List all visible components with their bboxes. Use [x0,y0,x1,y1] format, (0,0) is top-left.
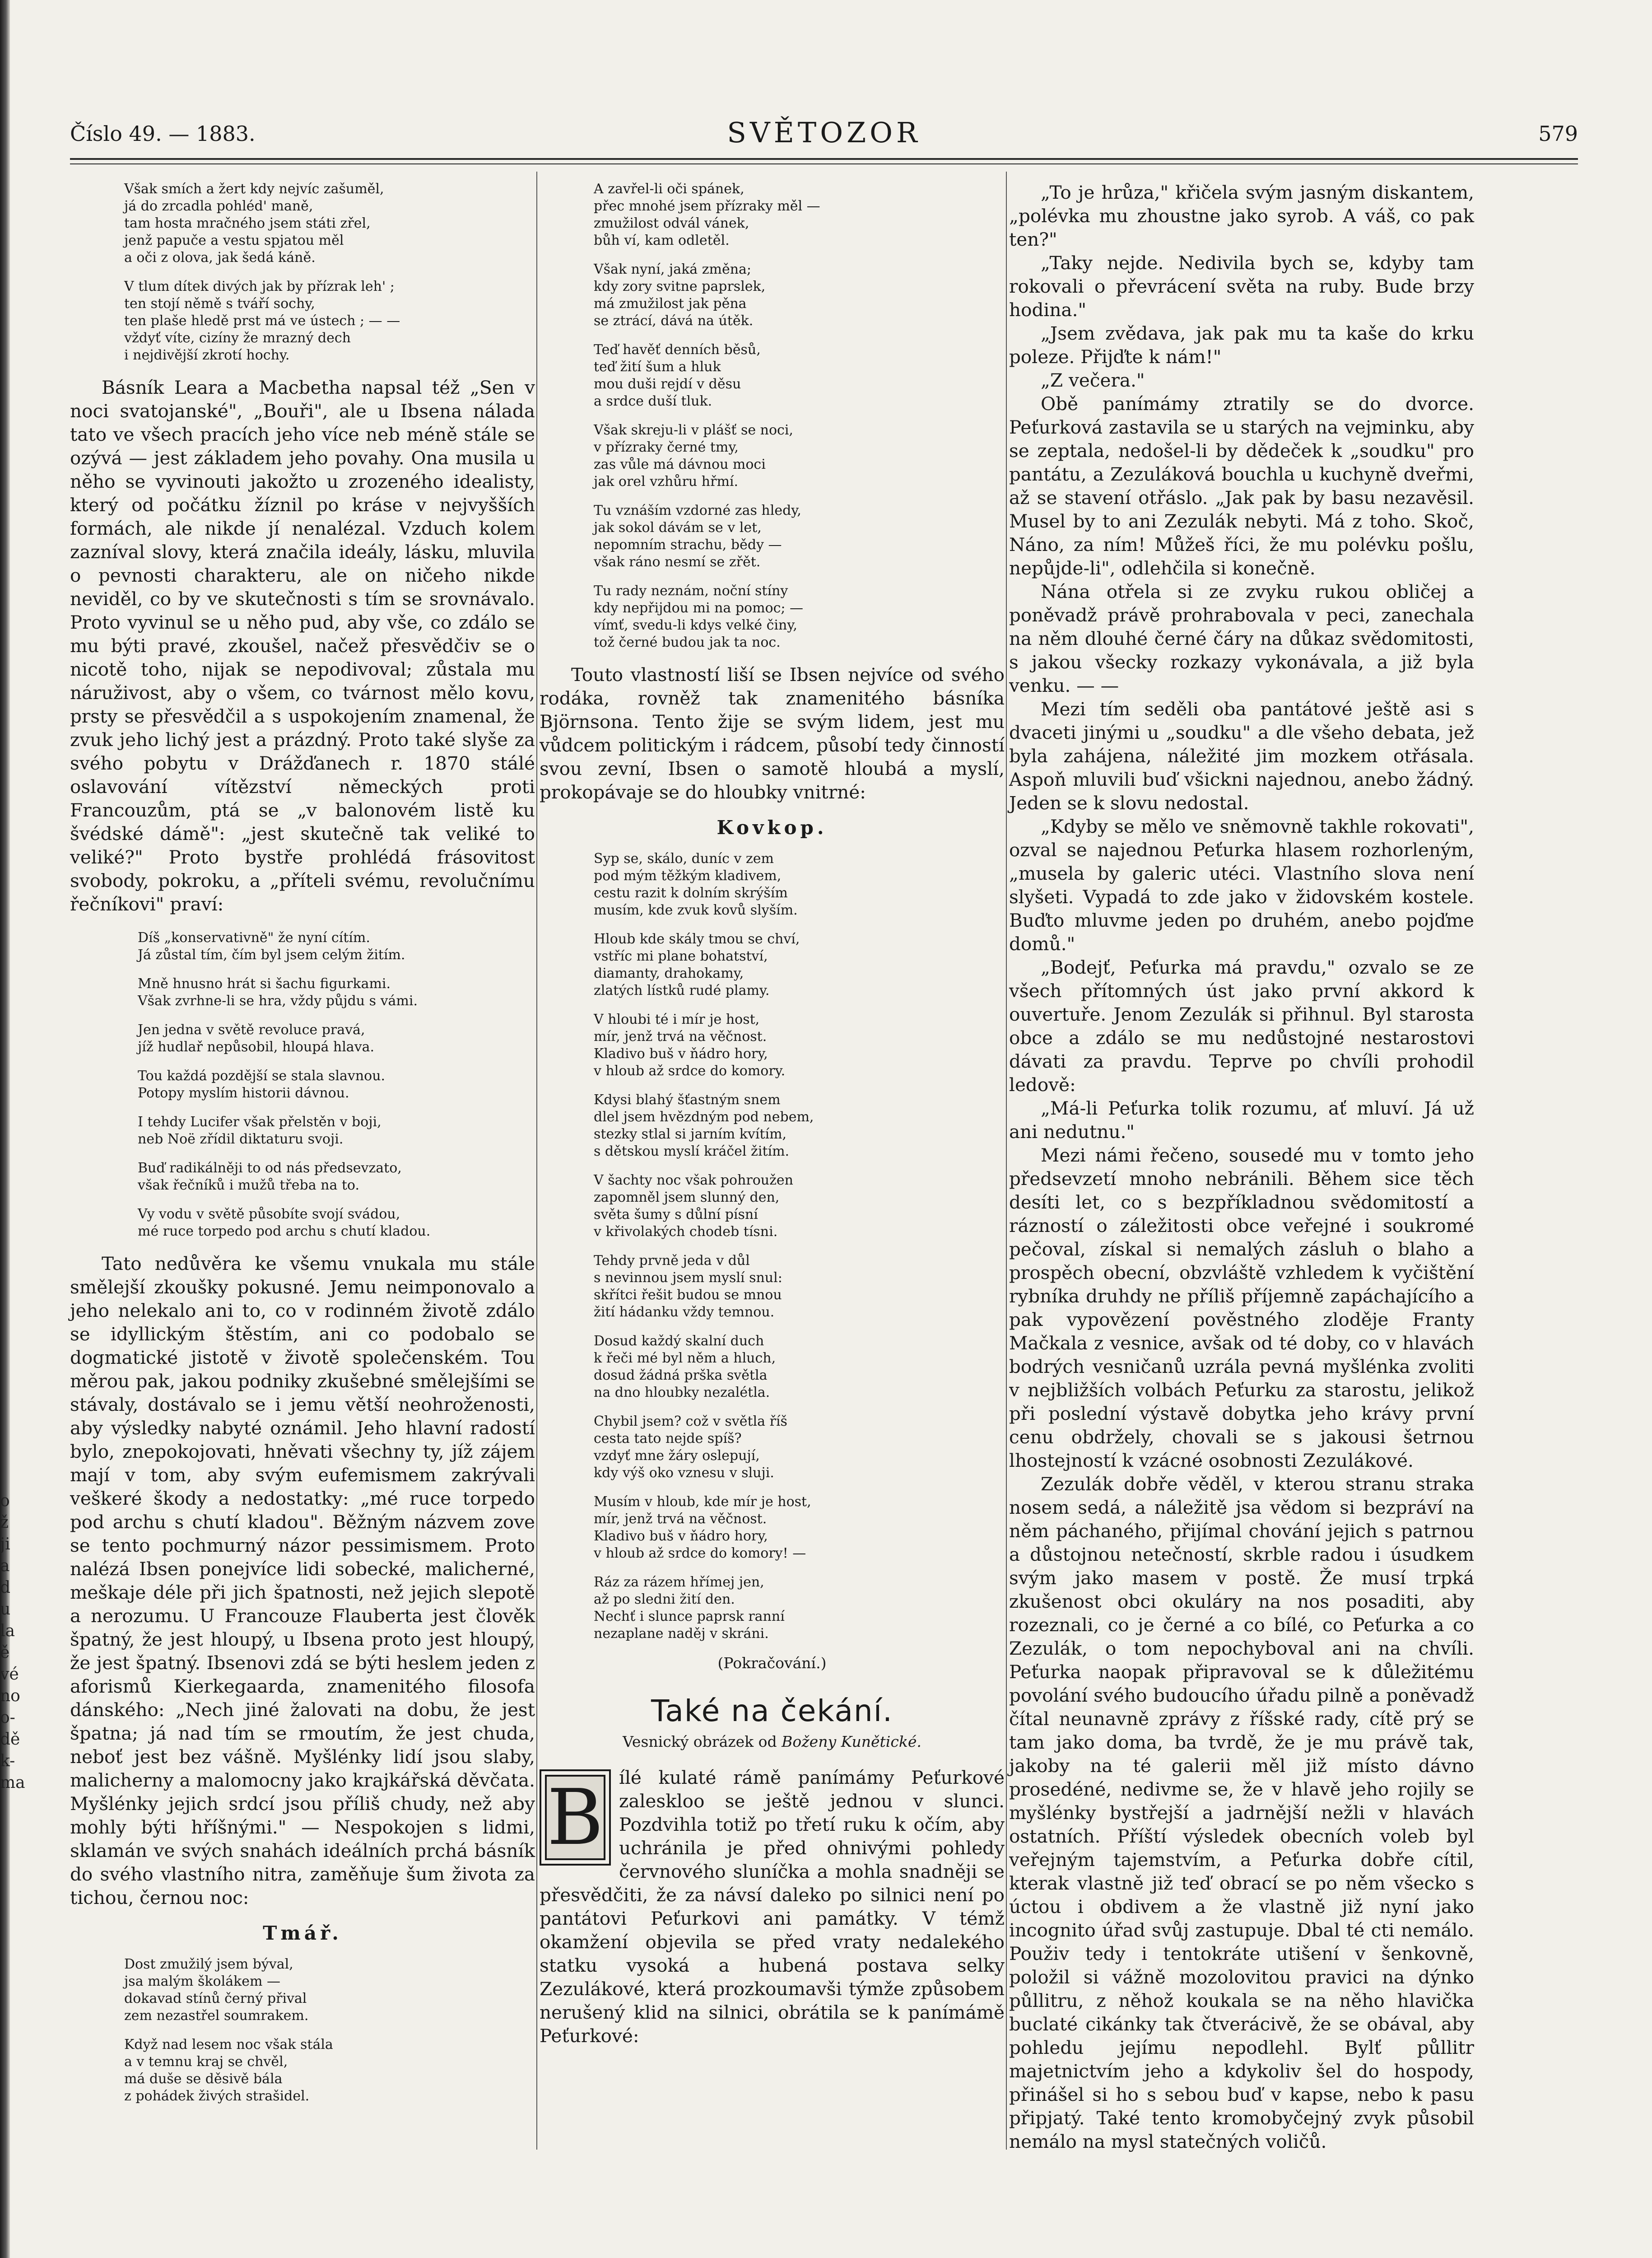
poem-stanza: Tu rady neznám, noční stíny kdy nepřijdou mi na pomoc; — vímť, svedu-li kdys velké činy, tož černé budou jak ta noc. [594,583,804,650]
page-header [70,115,1578,151]
poem-stanza: Však nyní, jaká změna; kdy zory svitne paprslek, má zmužilost jak pěna se ztrácí, dává na útěk. [594,261,766,329]
body-paragraph: Mezi tím seděli oba pantátové ještě asi s dvaceti jinými u „soudku" a dle všeho debata, jež byla zahájena, náležité jim mozkem otřásala. Aspoň mluvili buď všickni najednou, anebo žádný. Jeden se k slovu nedostal. [1009,698,1474,814]
story-author: Boženy Kunětické. [782,1733,921,1750]
column-1 [70,181,535,2117]
gutter-fragment: la [0,1622,15,1640]
journal-title: SVĚTOZOR [727,116,921,149]
poem-stanza: Dost zmužilý jsem býval, jsa malým školákem — dokavad stínů černý přival zem nezastřel soumrakem. [124,1956,309,2024]
poem-stanza: A zavřel-li oči spánek, přec mnohé jsem přízraky měl — zmužilost odvál vánek, bůh ví, kam odletěl. [594,181,820,248]
body-paragraph: Mezi námi řečeno, sousedé mu v tomto jeho předsevzetí mnoho nebránili. Během sice těch desíti let, co s bezpříkladnou svědomitostí a rázností o záležitosti obce veřejné i soukromé pečoval, získal si nemalých zásluh o blaho a prospěch obecní, obzvláště vzhledem k vyčištění rybníka druhdy ne příliš příjemně zapáchajícího a pak vypovězení pověstného zloděje Franty Mačkala z vesnice, avšak od té doby, co v hlavách bodrých vesničanů uzrála pevná myšlénka zvoliti v nejbližších volbách Peťurku za starostu, jelikož při poslední výstavě dobytka jeho krávy první cenu obdržely, chovali se s jakousi šetrnou lhostejností k vzácné osobnosti Zezulákové. [1009,1144,1474,1471]
poem-stanza: Syp se, skálo, duníc v zem pod mým těžkým kladivem, cestu razit k dolním skrýším musím, kde zvuk kovů slyším. [594,851,798,918]
body-paragraph: „Kdyby se mělo ve sněmovně takhle rokovati", ozval se najednou Peťurka hlasem rozhorleným, „musela by galeric utéci. Vlastního slova není slyšeti. Vypadá to zde jako v židovském kostele. Buďto mluvme jeden po druhém, anebo pojďme domů." [1009,816,1474,955]
gutter-fragment: vé [0,1665,19,1684]
poem-title: Kovkop. [717,816,828,839]
body-paragraph: Touto vlastností liší se Ibsen nejvíce od svého rodáka, rovněž tak znamenitého básníka Björnsona. Tento žije se svým lidem, jest mu vůdcem politickým i rádcem, působí tedy činností svou zevní, Ibsen o samotě hloubá a myslí, prokopávaje se do hloubky vnitrné: [540,664,1005,803]
poem-stanza: Vy vodu v světě působíte svojí svádou, mé ruce torpedo pod archu s chutí kladou. [138,1206,431,1239]
poem-stanza: I tehdy Lucifer však přelstěn v boji, neb Noë zřídil diktaturu svoji. [138,1114,382,1147]
poem-stanza: Buď radikálněji to od nás předsevzato, však řečníků i mužů třeba na to. [138,1160,402,1193]
poem-stanza: Však skreju-li v plášť se noci, v přízraky černé tmy, zas vůle má dávnou moci jak orel vzhůru hřmí. [594,422,793,490]
poem-stanza: Když nad lesem noc však stála a v temnu kraj se chvěl, má duše se děsivě bála z pohádek živých strašidel. [124,2037,333,2104]
column-divider [536,172,537,2150]
poem-stanza: Dosud každý skalní duch k řeči mé byl něm a hluch, dosud žádná prška světla na dno hloubky nezalétla. [594,1333,776,1400]
poem-stanza: Díš „konservativně" že nyní cítím. Já zůstal tím, čím byl jsem celým žitím. [138,930,405,963]
poem-stanza: Tou každá pozdější se stala slavnou. Potopy myslím historii dávnou. [138,1068,386,1101]
poem-stanza: V tlum dítek divých jak by přízrak leh' ; ten stojí němě s tváří sochy, ten plaše hledě prst má ve ústech ; — — vždyť víte, cizíny že mrazný dech i nejdivější zkrotí hochy. [124,279,400,363]
poem-stanza: Chybil jsem? což v světla říš cesta tato nejde spíš? vzdyť mne žáry oslepují, kdy výš oko vznesu v sluji. [594,1414,787,1481]
body-paragraph: Básník Leara a Macbetha napsal též „Sen v noci svatojanské", „Bouři", ale u Ibsena nálada tato ve všech pracích jeho více neb méně stále se ozývá — jest základem jeho povahy. Ona musila u něho se vyvinouti jakožto u zrozeného idealisty, který od počátku žíznil po kráse v nejvyšších formách, ale nikde jí nenalézal. Vzduch kolem zazníval slovy, která značila ideály, lásku, mluvila o pevnosti charakteru, ale on ničeho nikde neviděl, co by ve skutečnosti s tím se srovnávalo. Proto vyvinul se u něho pud, aby vše, co zdálo se mu býti pravé, zkoušel, načež přesvědčiv se o nicotě toho, nijak se nepodivoval; zůstala mu náruživost, aby o všem, co tvárnost mělo kovu, prsty se přesvědčil a s uspokojením znamenal, že zvuk jeho lichý jest a prázdný. Proto také slyše za svého pobytu v Drážďanech r. 1870 stálé oslavování vítězství německých proti Francouzům, ptá se „v balonovém listě ku švédské dámě": „jest skutečně tak veliké to veliké?" Proto bystře prohlédá frásovitost svobody, pokroku, a „příteli svému, revolučnímu řečníkovi" praví: [70,377,535,915]
poem-stanza: Tehdy prvně jeda v důl s nevinnou jsem myslí snul: skřítci řešit budou se mnou žití hádanku vždy temnou. [594,1253,782,1320]
body-paragraph: „Bodejť, Peťurka má pravdu," ozvalo se ze všech přítomných úst jako první akkord k ouvertuře. Jenom Zezulák si přihnul. Byl starosta obce a zdálo se mu nedůstojné nestarostovi dávati za pravdu. Teprve po chvíli prohodil ledově: [1009,956,1474,1096]
poem-stanza: Hloub kde skály tmou se chví, vstříc mi plane bohatství, diamanty, drahokamy, zlatých lístků rudé plamy. [594,931,800,998]
header-rule-thin [70,163,1578,164]
body-paragraph: „To je hrůza," křičela svým jasným diskantem, „polévka mu zhoustne jako syrob. A váš, co pak ten?" [1009,182,1474,250]
body-paragraph: Tato nedůvěra ke všemu vnukala mu stále smělejší zkoušky pokusné. Jemu neimponovalo a jeho nelekalo ani to, co v rodinném životě zdálo se idyllickým štěstím, ani co podobalo se dogmatické jistotě v životě společenském. Tou měrou pak, jakou podniky zkušebné smělejšími se stávaly, dostávalo se i jemu větší neohroženosti, aby výsledky nabyté oznámil. Jeho hlavní radostí bylo, znepokojovati, hněvati všechny ty, jíž zájem mají v tom, aby svým eufemismem zakrývali veškeré škody a nedostatky: „mé ruce torpedo pod archu s chutí kladou". Běžným názvem zove se tento pochmurný názor pessimismem. Proto nalézá Ibsen ponejvíce lidi sobecké, malicherné, meškaje déle při jich špatnosti, než jejich slepotě a nerozumu. U Francouze Flauberta jest člověk špatný, že jest hloupý, u Ibsena proto jest hloupý, že jest špatný. Ibsenovi zdá se býti heslem jeden z aforismů Kierkegaarda, znamenitého filosofa dánského: „Nech jiné žalovati na dobu, že jest špatna; já nad tím se rmoutím, že jest chuda, neboť jest bez vášně. Myšlénky lidí jsou slaby, malicherny a malomocny jako krajkářská děvčata. Myšlénky jejich srdcí jsou příliš chudy, než aby mohly býti hříšnými." — Nespokojen s lidmi, sklamán ve svých snahách ideálních prchá básník do svého vlastního nitra, zaměňuje šum života za tichou, černou noc: [70,1253,535,1908]
dropcap-initial: B [540,1769,611,1866]
poem-stanza: Kdysi blahý šťastným snem dlel jsem hvězdným pod nebem, stezky stlal si jarním kvítím, s dětskou myslí kráčel žitím. [594,1092,814,1159]
body-paragraph: Nána otřela si ze zvyku rukou obličej a poněvadž právě prohrabovala v peci, zanechala na něm dlouhé černé čáry na důkaz svědomitosti, s jakou všecky rozkazy vykonávala, a již byla venku. — — [1009,581,1474,696]
poem-title: Tmář. [263,1922,342,1944]
gutter-fragment: u [0,1600,11,1619]
gutter-fragment: o [0,1492,10,1510]
poem-stanza: V hloubi té i mír je host, mír, jenž trvá na věčnost. Kladivo buš v ňádro hory, v hloub až srdce do komory. [594,1012,786,1079]
gutter-fragment: ě [0,1643,10,1662]
gutter-fragment: d [0,1578,11,1597]
gutter-fragment: ma [0,1773,25,1792]
story-subtitle [540,1733,1005,1750]
column-3 [1009,181,1474,2153]
column-2 [540,181,1005,2048]
gutter-fragment: ji [0,1535,10,1554]
body-paragraph: ílé kulaté rámě panímámy Peťurkové zaleskloo se ještě jednou v slunci. Pozdvihla totiž po třetí ruku k očím, aby uchránila je před ohnivými pohledy červnového sluníčka a mohla snadněji se přesvědčiti, že za návsí daleko po silnici není po pantátovi Peťurkovi ani památky. V témž okamžení objevila se před vraty nedalekého statku vysoká a hubená postava selky Zezulákové, která prozkoumavši týmže způsobem nerušený klid na silnici, obrátila se k panímámě Peťurkové: [540,1767,1005,2047]
poem-stanza: Mně hnusno hrát si šachu figurkami. Však zvrhne-li se hra, vždy půjdu s vámi. [138,976,418,1009]
body-paragraph: Obě panímámy ztratily se do dvorce. Peťurková zastavila se u starých na vejminku, aby se zeptala, nedošel-li by dědeček k „soudku" pro pantátu, a Zezuláková bouchla u kuchyně dveřmi, až se stavení otřáslo. „Jak pak by basu nezavěsil. Musel by to ani Zezulák nebyti. Má z toho. Skoč, Náno, za ním! Můžeš říci, že mu polévku pošlu, nepůjde-li", odlehčila si konečně. [1009,393,1474,579]
body-paragraph: „Má-li Peťurka tolik rozumu, ať mluví. Já už ani nedutnu." [1009,1097,1474,1143]
header-rule [70,158,1578,160]
gutter-fragment: k- [0,1752,15,1770]
poem-stanza: Tu vznáším vzdorné zas hledy, jak sokol dávám se v let, nepomním strachu, bědy — však ráno nesmí se zřět. [594,503,801,570]
gutter-fragment: ž [0,1513,9,1532]
poem-stanza: V šachty noc však pohroužen zapomněl jsem slunný den, světa šumy s důlní písní v křivolakých chodeb tísni. [594,1172,794,1240]
body-paragraph: „Z večera." [1041,369,1145,391]
page-edge [0,0,10,2258]
body-paragraph: „Jsem zvědava, jak pak mu ta kaše do krku poleze. Přijďte k nám!" [1009,322,1474,368]
column-divider [1006,172,1007,2150]
story-title: Také na čekání. [651,1694,893,1728]
continued-note: (Pokračování.) [717,1654,827,1672]
poem-stanza: Ráz za rázem hřímej jen, až po sledni žití den. Nechť i slunce paprsk ranní nezaplane naděj v skráni. [594,1574,785,1642]
page-number: 579 [1538,121,1578,146]
gutter-fragment: dě [0,1730,20,1749]
gutter-fragment: o- [0,1708,15,1727]
gutter-fragment: a [0,1557,10,1575]
poem-stanza: Musím v hloub, kde mír je host, mír, jenž trvá na věčnost. Kladivo buš v ňádro hory, v hloub až srdce do komory! — [594,1494,811,1561]
left-gutter-fragments [0,1490,27,1794]
poem-stanza: Však smích a žert kdy nejvíc zašuměl, já do zrcadla pohléd' maně, tam hosta mračného jsem státi zřel, jenž papuče a vestu spjatou měl a oči z olova, jak šedá káně. [124,181,384,266]
body-paragraph: „Taky nejde. Nedivila bych se, kdyby tam rokovali o převrácení světa na ruby. Bude brzy hodina." [1009,252,1474,321]
issue-number: Číslo 49. — 1883. [70,121,256,146]
story-opening [540,1766,1005,2048]
poem-stanza: Teď havěť denních běsů, teď žití šum a hluk mou duši rejdí v děsu a srdce duší tluk. [594,342,761,409]
gutter-fragment: no [0,1687,20,1705]
poem-stanza: Jen jedna v světě revoluce pravá, jíž hudlař nepůsobil, hloupá hlava. [138,1022,375,1055]
body-paragraph: Zezulák dobře věděl, v kterou stranu straka nosem sedá, a náležitě jsa vědom si bezpráví na něm páchaného, přijímal chování jejich s patrnou a důstojnou netečností, skrble radou i úsudkem svým jako masem v postě. Že musí trpká zkušenost obci okuláry na nos posaditi, aby rozeznali, co je černé a co bílé, co Peťurka a co Zezulák, o tom nepochyboval ani na chvíli. Peťurka naopak připravoval se k důležitému povolání svého budoucího úřadu pilně a poněvadž čítal neunavně zprávy z říšské rady, cítě prý se tam jako doma, ba tvrdě, že je mu právě tak, jakoby na té galerii měl již místo dávno prosedéné, nedivme se, že v hlavě jeho rojily se myšlénky bystřejší a jadrnější nežli v hlavách ostatních. Příští výsledek obecních voleb byl veřejným tajemstvím, a Peťurka dobře cítil, kterak vlastně již teď obrací se po něm všecko s úctou i obdivem a že vlastně již nyní jako incognito úřad svůj zastupuje. Dbal té cti nemálo. Použiv tedy i tentokráte utišení v šenkovně, položil si vážně mozolovitou pravici na dýnko půllitru, z něhož koukala se na něho hlavička buclaté cikánky tak čtverácivě, že se obával, aby pohledu jejímu nepodlehl. Bylť půllitr majetnictvím jeho a kdykoliv šel do hospody, přinášel si ho s sebou buď v kapse, nebo k pasu připjatý. Také tento kromobyčejný zvyk působil nemálo na mysl statečných voličů. [1009,1473,1474,2152]
story-subtitle-prefix: Vesnický obrázek od [623,1733,777,1750]
